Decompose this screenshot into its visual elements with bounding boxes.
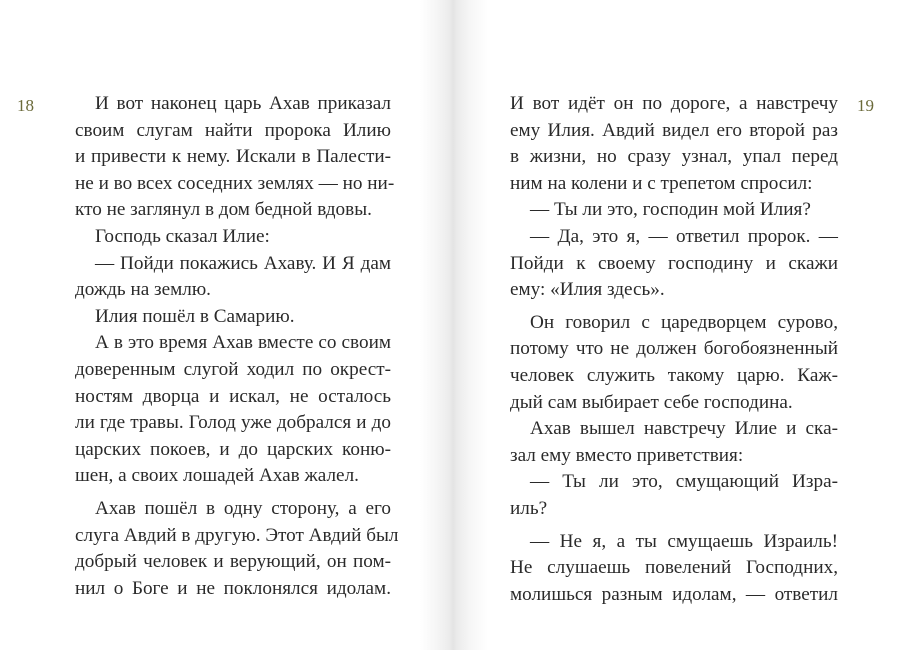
paragraph [510, 416, 838, 469]
text-line: ли где травы. Голод уже добрался и до [75, 412, 391, 434]
text-line: И вот идёт он по дороге, а навстречу [510, 93, 838, 114]
text-line: ему: «Илия здесь». [510, 279, 665, 301]
text-line: шен, а своих лошадей Ахав жалел. [75, 465, 359, 487]
right-page-text [510, 91, 838, 608]
text-line: А в это время Ахав вместе со своим [95, 332, 391, 354]
text-line: в жизни, но сразу узнал, упал перед [510, 146, 838, 168]
text-line: ему Илия. Авдий видел его второй раз [510, 119, 838, 141]
text-line: своим слугам найти пророка Илию [75, 119, 391, 141]
text-line: слуга Авдий в другую. Этот Авдий был [75, 524, 399, 546]
text-line: царских покоев, и до царских коню- [75, 438, 391, 460]
text-line: человек служить такому царю. Каж- [510, 364, 838, 386]
paragraph [510, 91, 838, 197]
text-line: молишься разным идолам, — ответил [510, 583, 838, 605]
page-number-right: 19 [857, 96, 874, 115]
text-line: добрый человек и верующий, он пом- [75, 551, 391, 573]
page-number-left: 18 [17, 96, 34, 115]
text-line: нил о Боге и не поклонялся идолам. [75, 577, 391, 599]
text-line: — Ты ли это, господин мой Илия? [530, 199, 811, 221]
text-line: — Ты ли это, смущающий Изра- [530, 471, 838, 493]
text-line: Пойди к своему господину и скажи [510, 252, 838, 274]
text-line: иль? [510, 497, 548, 519]
text-line: дождь на землю. [75, 279, 211, 301]
text-line: И вот наконец царь Ахав приказал [95, 93, 391, 114]
paragraph [510, 224, 838, 304]
paragraph [75, 224, 391, 251]
text-line: не и во всех соседних землях — но ни- [75, 172, 395, 194]
text-line: — Пойди покажись Ахаву. И Я дам [95, 252, 391, 274]
text-line: Ахав вышел навстречу Илие и ска- [530, 418, 838, 440]
paragraph [510, 197, 838, 224]
text-line: ним на колени и с трепетом спросил: [510, 172, 813, 194]
text-line: ностям дворца и искал, не осталось [75, 385, 391, 407]
text-line: Он говорил с царедворцем сурово, [530, 311, 838, 333]
paragraph [75, 304, 391, 331]
paragraph [510, 529, 838, 609]
text-line: доверенным слугой ходил по окрест- [75, 358, 391, 380]
text-line: зал ему вместо приветствия: [510, 444, 744, 466]
paragraph [510, 469, 838, 522]
left-page-text [75, 91, 399, 602]
paragraph [75, 251, 391, 304]
paragraph [75, 496, 399, 602]
text-line: — Не я, а ты смущаешь Израиль! [530, 530, 838, 552]
text-line: Господь сказал Илие: [95, 225, 270, 247]
text-line: — Да, это я, — ответил пророк. — [530, 225, 838, 247]
paragraph [75, 91, 395, 224]
text-line: Ахав пошёл в одну сторону, а его [95, 497, 391, 519]
text-line: Не слушаешь повелений Господних, [510, 557, 838, 579]
text-line: дый сам выбирает себе господина. [510, 391, 793, 413]
paragraph [510, 310, 838, 416]
paragraph [75, 330, 391, 490]
text-line: кто не заглянул в дом бедной вдовы. [75, 199, 372, 221]
text-line: и привести к нему. Искали в Палести- [75, 146, 391, 168]
text-line: потому что не должен богобоязненный [510, 338, 838, 360]
text-line: Илия пошёл в Самарию. [95, 305, 295, 327]
